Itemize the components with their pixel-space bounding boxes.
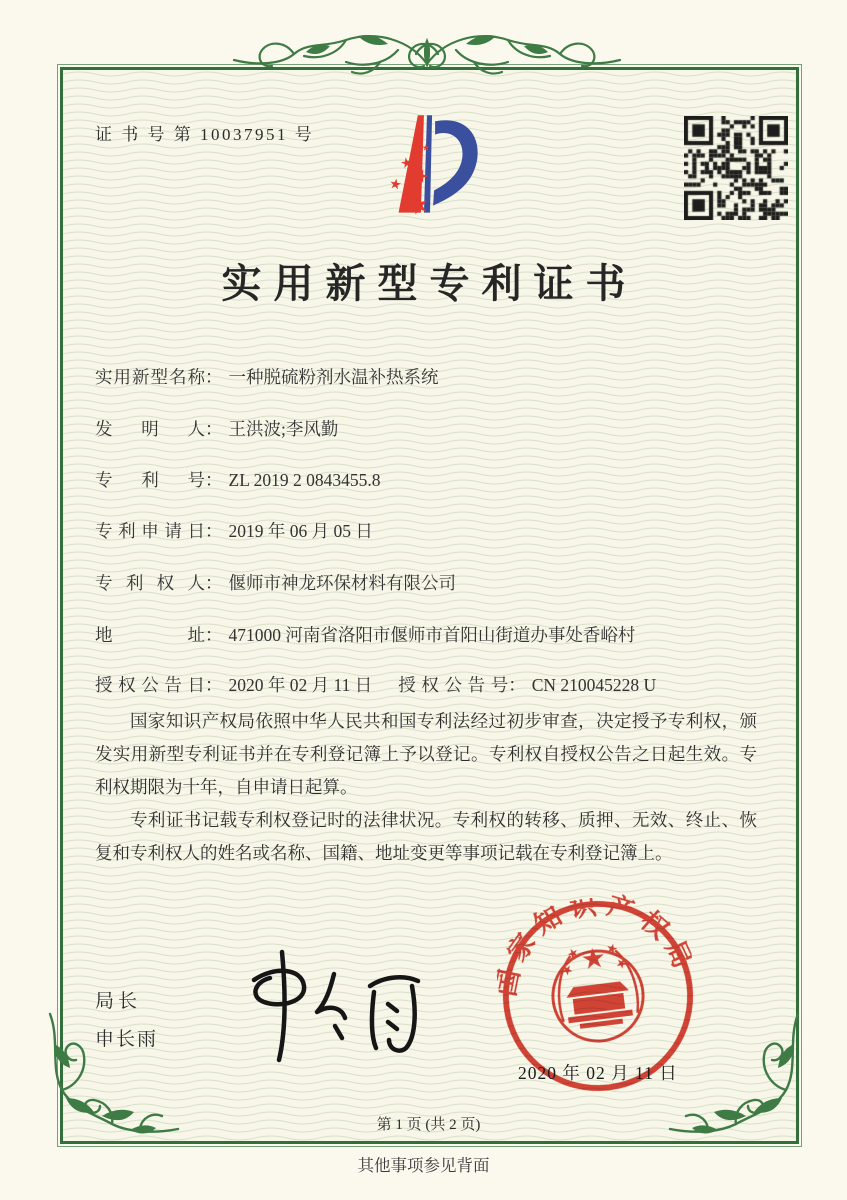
field-label: 实用新型名称 <box>95 367 205 387</box>
certificate-number: 证 书 号 第 10037951 号 <box>95 125 315 144</box>
field-label: 专利号 <box>95 470 205 490</box>
page-number: 第 1 页 (共 2 页) <box>376 1117 481 1133</box>
field-row-name: 实用新型名称： 一种脱硫粉剂水温补热系统 <box>95 364 439 389</box>
seal-arc-text: 国家知识产权局 <box>490 889 702 999</box>
field-row-patent-number: 专利号： ZL 2019 2 0843455.8 <box>95 467 380 492</box>
field-value: 偃师市神龙环保材料有限公司 <box>228 573 456 593</box>
grant-number-label: 授权公告号 <box>398 675 509 695</box>
field-row-address: 地址： 471000 河南省洛阳市偃师市首阳山街道办事处香峪村 <box>95 622 635 647</box>
field-value: 一种脱硫粉剂水温补热系统 <box>228 367 439 387</box>
field-label: 发明人 <box>95 419 205 439</box>
director-signature <box>222 946 437 1066</box>
top-border-ornament <box>212 18 642 90</box>
field-label: 专利申请日 <box>95 521 205 541</box>
field-value: 2019 年 06 月 05 日 <box>228 521 373 541</box>
logo-red-wedge <box>399 115 424 212</box>
qr-code <box>684 116 788 220</box>
field-row-filing-date: 专利申请日： 2019 年 06 月 05 日 <box>95 518 373 543</box>
grant-number-value: CN 210045228 U <box>531 675 657 695</box>
back-note: 其他事项参见背面 <box>357 1156 490 1175</box>
field-value: 471000 河南省洛阳市偃师市首阳山街道办事处香峪村 <box>228 625 636 645</box>
field-row-grant: 授权公告日： 2020 年 02 月 11 日 授权公告号： CN 210045228 U <box>95 672 656 697</box>
legal-paragraph-2: 专利证书记载专利权登记时的法律状况。专利权的转移、质押、无效、终止、恢复和专利权人的姓名或名称、国籍、地址变更等事项记载在专利登记簿上。 <box>95 810 757 863</box>
seal-date: 2020 年 02 月 11 日 <box>518 1063 678 1083</box>
field-value: ZL 2019 2 0843455.8 <box>228 470 381 490</box>
grant-date-label: 授权公告日 <box>95 675 205 695</box>
field-row-patentee: 专利权人： 偃师市神龙环保材料有限公司 <box>95 570 456 595</box>
field-value: 王洪波;李风勤 <box>228 419 339 439</box>
field-label: 地址 <box>95 625 205 645</box>
director-title: 局长 <box>95 991 142 1012</box>
field-row-inventor: 发明人： 王洪波;李风勤 <box>95 416 338 441</box>
director-name: 申长雨 <box>95 1029 159 1050</box>
seal-national-emblem <box>547 939 648 1046</box>
legal-paragraph-1: 国家知识产权局依照中华人民共和国专利法经过初步审查，决定授予专利权，颁发实用新型专利证书并在专利登记簿上予以登记。专利权自授权公告之日起生效。专利权期限为十年，自申请日起算。 <box>95 711 757 797</box>
logo-blue-p <box>433 120 478 205</box>
cnipa-logo <box>362 106 494 230</box>
legal-text <box>95 705 757 870</box>
certificate-title: 实用新型专利证书 <box>221 261 638 306</box>
grant-date-value: 2020 年 02 月 11 日 <box>228 675 373 695</box>
field-label: 专利权人 <box>95 573 205 593</box>
